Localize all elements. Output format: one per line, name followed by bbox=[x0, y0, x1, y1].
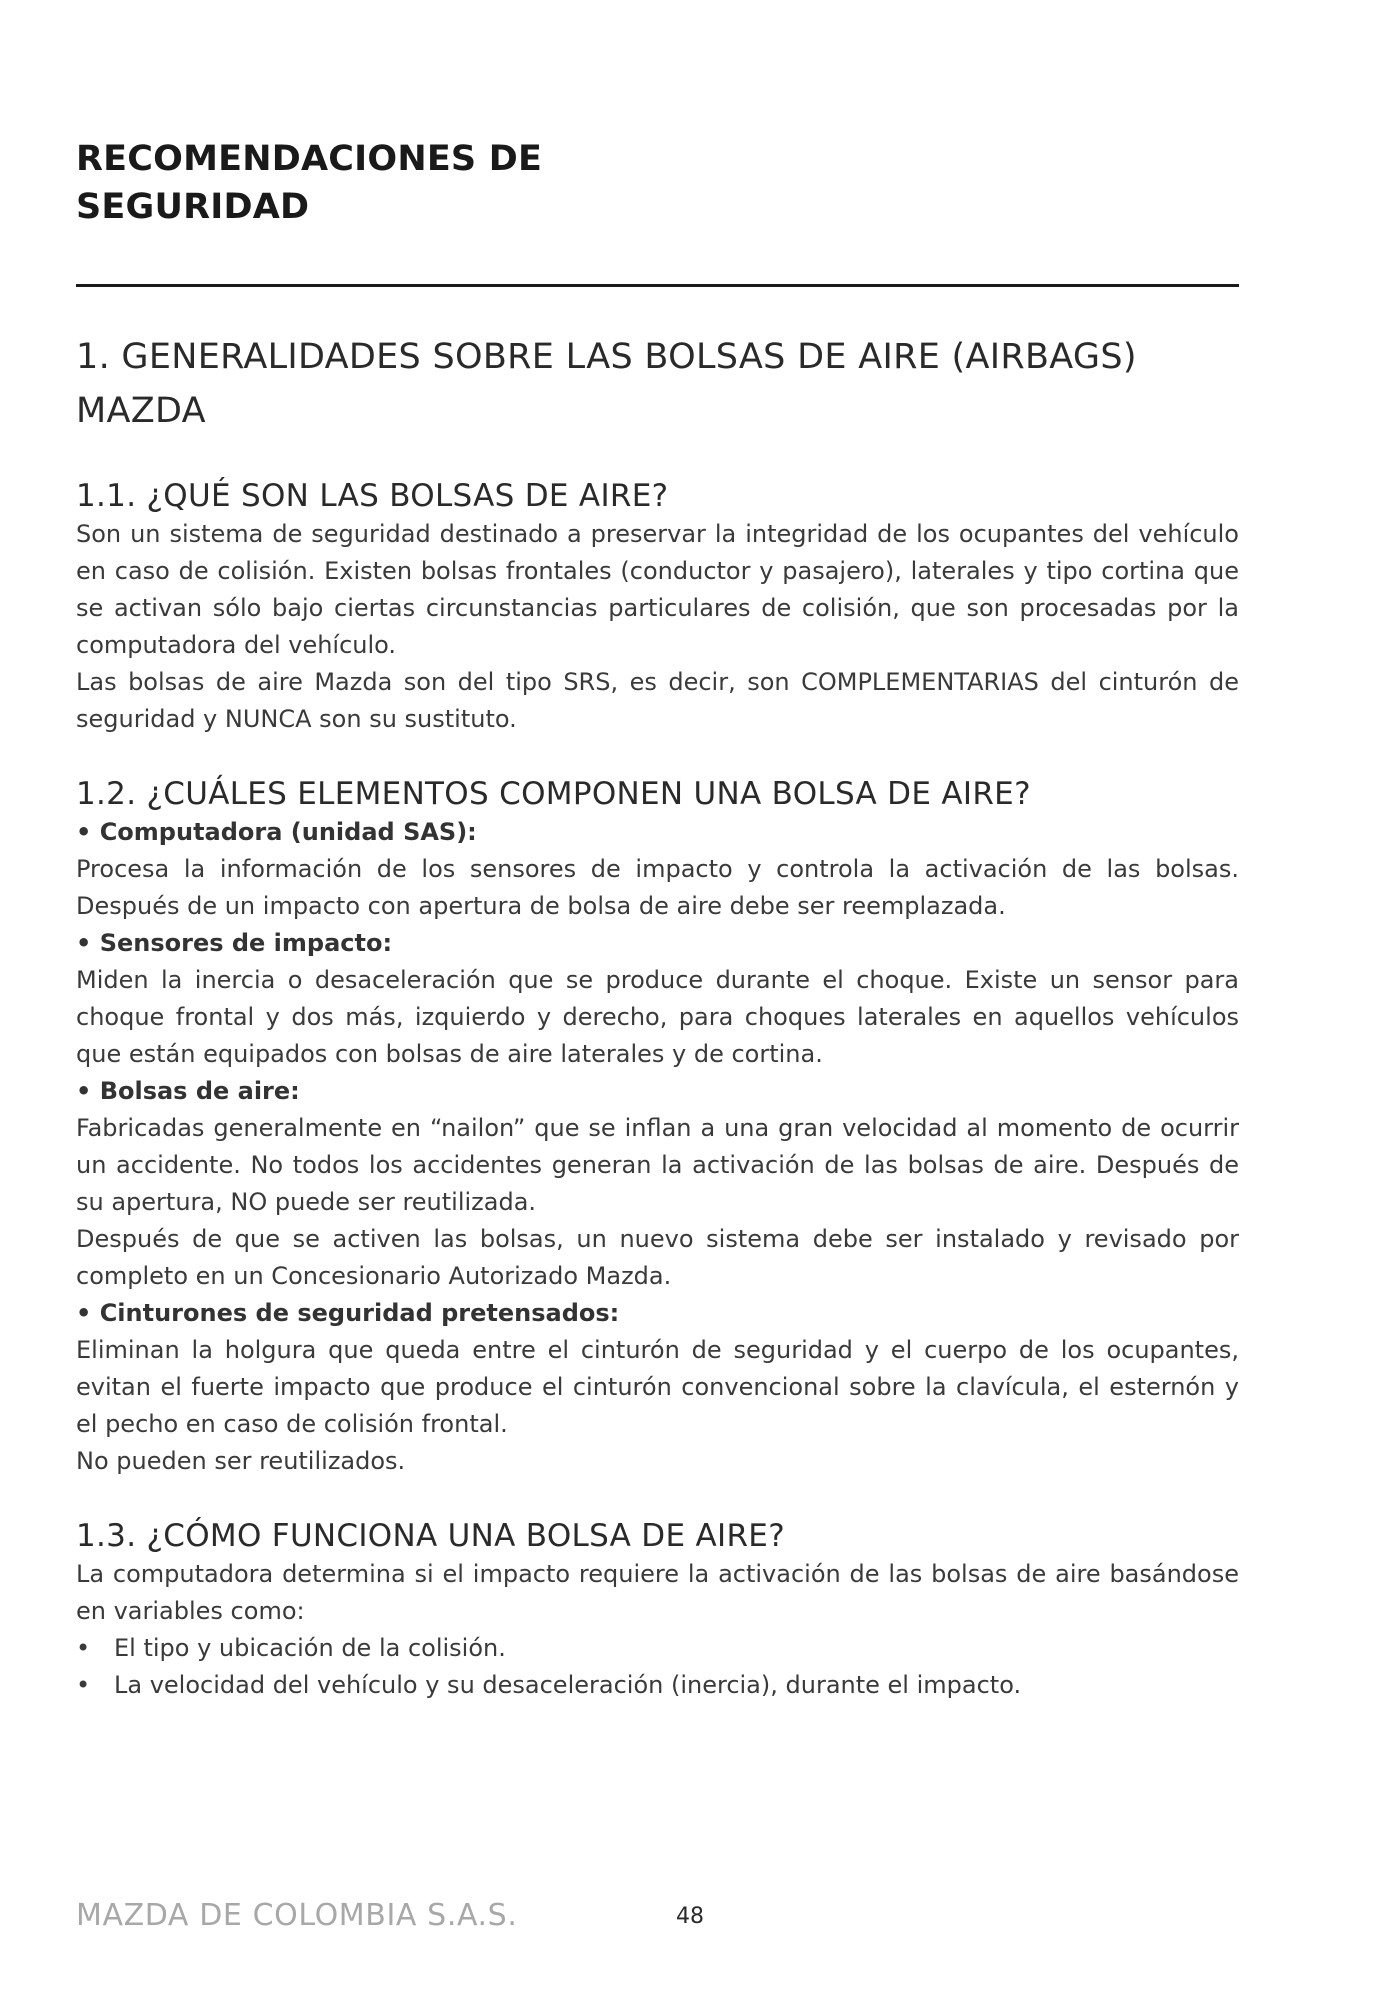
footer-brand: MAZDA DE COLOMBIA S.A.S. bbox=[76, 1898, 518, 1933]
subsection-title: 1.3. ¿CÓMO FUNCIONA UNA BOLSA DE AIRE? bbox=[76, 1518, 785, 1554]
component-term: • Computadora (unidad SAS): bbox=[76, 818, 477, 846]
paragraph: Son un sistema de seguridad destinado a preservar la integridad de los ocupantes del vehículo en caso de colisión. Existen bolsas frontales (conductor y pasajero), laterales y tipo cortina que se activan sólo bajo ciertas circunstancias particulares de colisión, que son procesadas por la computadora del vehículo. bbox=[76, 520, 1239, 659]
list-item-text: La velocidad del vehículo y su desaceleración (inercia), durante el impacto. bbox=[114, 1671, 1022, 1699]
subsection-title: 1.2. ¿CUÁLES ELEMENTOS COMPONEN UNA BOLSA DE AIRE? bbox=[76, 776, 1031, 812]
component-term: • Sensores de impacto: bbox=[76, 929, 393, 957]
bullet-icon: • bbox=[76, 1634, 91, 1662]
subsection-airbag-components bbox=[76, 774, 1239, 1480]
paragraph: Las bolsas de aire Mazda son del tipo SRS, es decir, son COMPLEMENTARIAS del cinturón de seguridad y NUNCA son su sustituto. bbox=[76, 668, 1239, 733]
bullet-icon: • bbox=[76, 1671, 91, 1699]
list-item bbox=[76, 1630, 1239, 1667]
page-title-line1: RECOMENDACIONES DE bbox=[76, 139, 543, 179]
title-divider bbox=[76, 284, 1239, 287]
paragraph: No pueden ser reutilizados. bbox=[76, 1447, 406, 1475]
subsection-title: 1.1. ¿QUÉ SON LAS BOLSAS DE AIRE? bbox=[76, 478, 669, 514]
page-number: 48 bbox=[676, 1904, 704, 1929]
page-title bbox=[76, 135, 776, 231]
paragraph: Procesa la información de los sensores de impacto y controla la activación de las bolsas. Después de un impacto con apertura de bolsa de aire debe ser reemplazada. bbox=[76, 855, 1239, 920]
paragraph: Eliminan la holgura que queda entre el cinturón de seguridad y el cuerpo de los ocupantes, evitan el fuerte impacto que produce el cinturón convencional sobre la clavícula, el esternón y el pecho en caso de colisión frontal. bbox=[76, 1336, 1239, 1438]
subsection-how-airbag-works bbox=[76, 1516, 1239, 1704]
paragraph: Fabricadas generalmente en “nailon” que se inflan a una gran velocidad al momento de ocurrir un accidente. No todos los accidentes generan la activación de las bolsas de aire. Después de su apertura, NO puede ser reutilizada. bbox=[76, 1114, 1239, 1216]
component-term: • Bolsas de aire: bbox=[76, 1077, 300, 1105]
component-term: • Cinturones de seguridad pretensados: bbox=[76, 1299, 620, 1327]
document-body bbox=[76, 330, 1239, 1740]
section-title: 1. GENERALIDADES SOBRE LAS BOLSAS DE AIRE (AIRBAGS) MAZDA bbox=[76, 337, 1137, 431]
component-item bbox=[76, 1073, 1239, 1295]
page-title-line2: SEGURIDAD bbox=[76, 187, 310, 227]
paragraph: Miden la inercia o desaceleración que se produce durante el choque. Existe un sensor para choque frontal y dos más, izquierdo y derecho, para choques laterales en aquellos vehículos que están equipados con bolsas de aire laterales y de cortina. bbox=[76, 966, 1239, 1068]
list-item bbox=[76, 1667, 1239, 1704]
component-item bbox=[76, 1295, 1239, 1480]
paragraph: La computadora determina si el impacto requiere la activación de las bolsas de aire basándose en variables como: bbox=[76, 1560, 1239, 1625]
paragraph: Después de que se activen las bolsas, un nuevo sistema debe ser instalado y revisado por completo en un Concesionario Autorizado Mazda. bbox=[76, 1225, 1239, 1290]
list-item-text: El tipo y ubicación de la colisión. bbox=[114, 1634, 506, 1662]
component-item bbox=[76, 925, 1239, 1073]
bullet-list bbox=[76, 1630, 1239, 1704]
subsection-what-are-airbags bbox=[76, 476, 1239, 738]
component-item bbox=[76, 814, 1239, 925]
